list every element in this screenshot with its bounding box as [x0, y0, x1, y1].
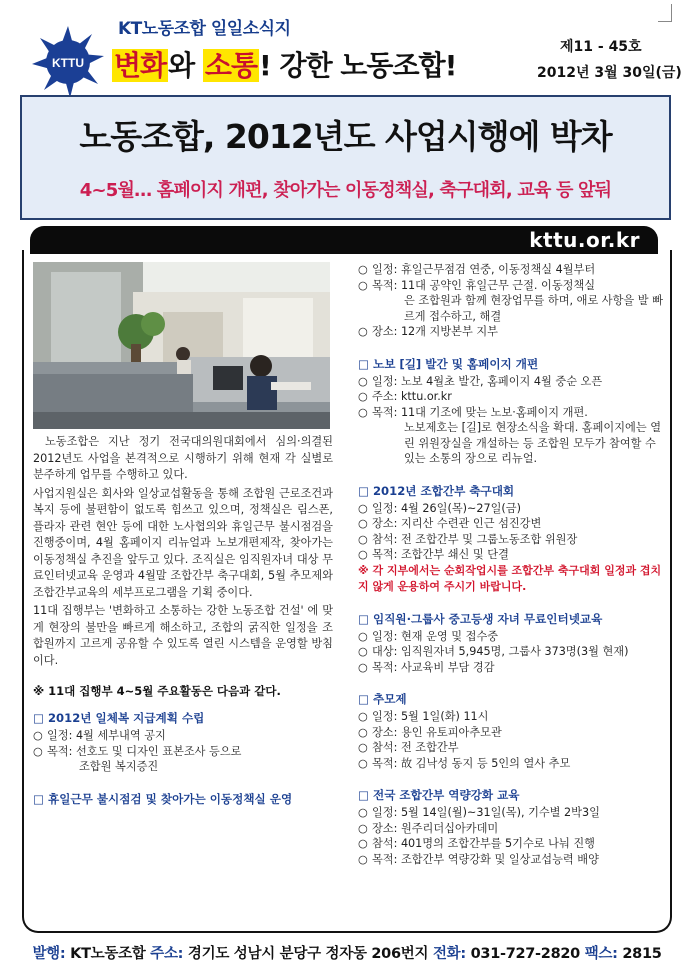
paragraph-1: 노동조합은 지난 정기 전국대의원대회에서 심의·의결된 2012년도 사업을 본격적으로 시행하기 위해 현재 각 실별로 분주하게 업무를 수행하고 있다. [33, 435, 333, 481]
list-item: ○ 일정: 휴일근무점검 연중, 이동정책실 4월부터 [358, 263, 596, 276]
section-newsletter [358, 356, 668, 467]
headline-box [20, 95, 671, 220]
section-title: □ 임직원·그룹사 중고등생 자녀 무료인터넷교육 [358, 611, 603, 626]
slogan [112, 44, 456, 84]
list-item: ○ 참석: 401명의 조합간부를 5기수로 나눠 진행 [358, 837, 595, 850]
fax-label: 팩스: [584, 946, 618, 962]
paragraph-2: 사업지원실은 회사와 일상교섭활동을 통해 조합원 근로조건과 복지 등에 불편함이 없도록 힘쓰고 있으며, 정책실은 림스폰, 플라자 관련 현안 등에 대한 노사협의와 휴일근무 불시점검을 진행중이며, 4월 홈페이지 리뉴얼과 노보개편제작, 찾아가는 이동정책실 추진을 앞두고 있다. 조직실은 임직원자녀 대상 무료인터넷교육 운영과 4월말 조합간부 축구대회, 5월 추모제와 조합간부교육의 세부프로그램을 기획 중이다. [33, 486, 333, 599]
list-item: ○ 참석: 전 조합간부 및 그룹노동조합 위원장 [358, 532, 578, 546]
section-uniform [33, 710, 333, 775]
phone-label: 전화: [432, 946, 466, 962]
section-football [358, 483, 668, 595]
list-item: ○ 장소: 12개 지방본부 지부 [358, 325, 498, 338]
corner-fold-mark [658, 4, 672, 22]
list-item: ○ 목적: 조합간부 역량강화 및 일상교섭능력 배양 [358, 852, 599, 866]
list-item: ○ 목적: 선호도 및 디자인 표본조사 등으로 조합원 복지증진 [33, 744, 242, 773]
football-notice: ※ 각 지부에서는 순회작업시를 조합간부 축구대회 일정과 겹치지 않게 운용하여 주시기 바랍니다. [358, 563, 662, 593]
fax-value: 2815 [622, 946, 662, 962]
headline-subtitle: 4~5월… 홈페이지 개편, 찾아가는 이동정책실, 축구대회, 교육 등 앞둬 [79, 180, 612, 201]
list-item: ○ 목적: 11대 기조에 맞는 노보·홈페이지 개편. 노보제호는 [길]로 현장소식을 확대. 홈페이지에는 열린 위원장실을 개설하는 등 조합원 모두가 참여할 수 있는 소통의 장으로 리뉴얼. [358, 405, 662, 465]
section-training [358, 787, 668, 867]
list-item: ○ 장소: 지리산 수련관 인근 섬진강변 [358, 517, 542, 530]
list-item: ○ 일정: 5월 14일(월)~31일(목), 기수별 2박3일 [358, 806, 600, 819]
issue-date: 2012년 3월 30일(금) [537, 65, 682, 81]
section-title: □ 노보 [길] 발간 및 홈페이지 개편 [358, 356, 539, 371]
list-item: ○ 일정: 5월 1일(화) 11시 [358, 710, 489, 723]
slogan-text-2: ! 강한 노동조합! [259, 49, 457, 82]
activity-note: ※ 11대 집행부 4~5월 주요활동은 다음과 같다. [33, 684, 281, 698]
section-title: □ 2012년 일체복 지급계획 수립 [33, 710, 205, 725]
list-item: ○ 일정: 노보 4월초 발간, 홈페이지 4월 중순 오픈 [358, 374, 603, 388]
address-value: 경기도 성남시 분당구 정자동 206번지 [187, 946, 429, 962]
list-item: ○ 참석: 전 조합간부 [358, 741, 459, 754]
slogan-highlight-1: 변화 [114, 49, 167, 82]
list-item: ○ 목적: 故 김낙성 동지 등 5인의 열사 추모 [358, 756, 571, 770]
address-label: 주소: [150, 946, 184, 962]
list-item: ○ 목적: 조합간부 쇄신 및 단결 [358, 548, 509, 561]
section-title: □ 휴일근무 불시점검 및 찾아가는 이동정책실 운영 [33, 791, 293, 806]
section-memorial [358, 691, 668, 771]
section-inspection-cont [358, 262, 668, 340]
list-item: ○ 장소: 용인 유토피아추모관 [358, 725, 502, 739]
section-title: □ 전국 조합간부 역량강화 교육 [358, 788, 520, 802]
section-title: □ 2012년 조합간부 축구대회 [358, 483, 515, 498]
publisher-value: KT노동조합 [70, 946, 146, 962]
slogan-text-1: 와 [168, 49, 203, 82]
paragraph-3: 11대 집행부는 '변화하고 소통하는 강한 노동조합 건설' 에 맞게 현장의 불만을 빠르게 해소하고, 조합의 굵직한 일정을 조합원까지 고르게 공유할 수 있도록 열린 시스템을 운영할 방침이다. [33, 604, 333, 667]
section-title: □ 추모제 [358, 692, 407, 706]
slogan-highlight-2: 소통 [204, 49, 258, 82]
list-item: ○ 대상: 임직원자녀 5,945명, 그룹사 373명(3월 현재) [358, 645, 629, 658]
list-item: ○ 장소: 원주리더십아카데미 [358, 821, 499, 835]
list-item: ○ 일정: 4월 세부내역 공지 [33, 729, 166, 742]
left-column [33, 434, 333, 809]
footer [0, 942, 694, 963]
list-item: ○ 목적: 11대 공약인 휴일근무 근절. 이동정책실 은 조합원과 함께 현장업무를 하며, 애로 사항을 발 빠르게 접수하고, 해결 [358, 278, 663, 323]
kttu-logo [30, 24, 106, 100]
publisher-label: 발행: [32, 946, 66, 962]
list-item: ○ 일정: 4월 26일(목)~27일(금) [358, 501, 521, 515]
headline-title: 노동조합, 2012년도 사업시행에 박차 [79, 117, 612, 156]
list-item: ○ 목적: 사교육비 부담 경감 [358, 660, 495, 674]
section-internet-edu [358, 611, 668, 676]
site-url[interactable]: kttu.or.kr [529, 228, 640, 252]
list-item: ○ 주소: kttu.or.kr [358, 390, 452, 403]
publication-name: KT노동조합 일일소식지 [118, 19, 291, 39]
right-column [358, 262, 668, 883]
issue-number: 제11 - 45호 [560, 39, 642, 55]
phone-value: 031-727-2820 [470, 946, 580, 962]
office-photo [33, 262, 330, 429]
list-item: ○ 일정: 현재 운영 및 접수중 [358, 629, 499, 643]
logo-text: KTTU [52, 56, 84, 70]
